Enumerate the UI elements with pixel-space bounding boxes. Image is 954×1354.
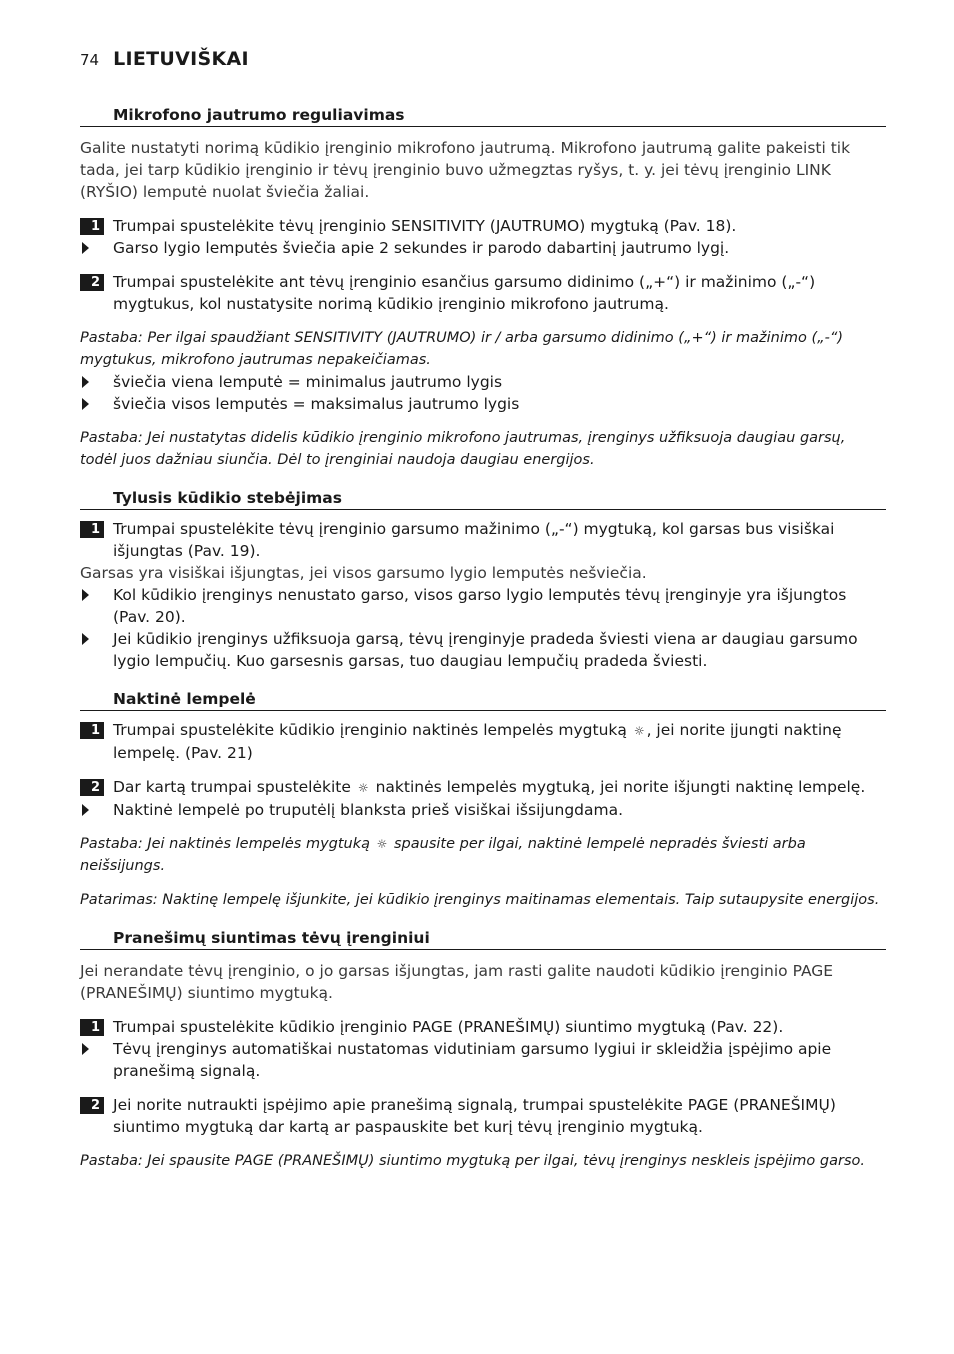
step-item [80,1016,886,1038]
bullet-item [80,237,886,259]
note-text: Pastaba: Jei nustatytas didelis kūdikio įrenginio mikrofono jautrumas, įrenginys užfiksuoja daugiau garsų, todėl juos dažniau siunčia. Dėl to įrenginiai naudoja daugiau energijos. [80,430,846,468]
bullet-item [80,371,886,393]
step-item [80,215,886,237]
step-item [80,271,886,315]
bullet-text: Jei kūdikio įrenginys užfiksuoja garsą, tėvų įrenginyje pradeda šviesti viena ar daugiau garsumo lygio lempučių. Kuo garsesnis garsas, tuo daugiau lempučių pradeda šviesti. [113,630,858,670]
plain-text: Garsas yra visiškai išjungtas, jei visos garsumo lygio lemputės nešviečia. [80,564,647,582]
step-number: 1 [80,1019,104,1036]
bullet-text: Naktinė lempelė po truputėlį blanksta prieš visiškai išsijungdama. [113,801,624,819]
bullet-item [80,799,886,821]
sun-icon: ☼ [357,781,369,795]
bullet-text: šviečia visos lemputės = maksimalus jautrumo lygis [113,395,520,413]
tip-text: Patarimas: Naktinę lempelę išjunkite, jei kūdikio įrenginys maitinamas elementais. Taip sutaupysite energijos. [80,892,880,908]
step-text: Trumpai spustelėkite ant tėvų įrenginio esančius garsumo didinimo („+“) ir mažinimo („-“) mygtukus, kol nustatysite norimą kūdikio įrenginio mikrofono jautrumą. [113,273,816,313]
section-title-night-light: Naktinė lempelė [80,688,886,711]
bullet-text: šviečia viena lemputė = minimalus jautrumo lygis [113,373,503,391]
step-text: Jei norite nutraukti įspėjimo apie pranešimą signalą, trumpai spustelėkite PAGE (PRANEŠIMŲ) siuntimo mygtuką dar kartą ar paspauskite bet kurį tėvų įrenginio mygtuką. [113,1096,836,1136]
step-item [80,518,886,562]
note-text: Pastaba: Per ilgai spaudžiant SENSITIVITY (JAUTRUMO) ir / arba garsumo didinimo („+“) ir mažinimo („-“) mygtukus, mikrofono jautrumas nepakeičiamas. [80,330,844,368]
section-title-paging: Pranešimų siuntimas tėvų įrenginiui [80,927,886,950]
bullet-text: Garso lygio lemputės šviečia apie 2 sekundes ir parodo dabartinį jautrumo lygį. [113,239,730,257]
section-intro: Galite nustatyti norimą kūdikio įrenginio mikrofono jautrumą. Mikrofono jautrumą galite pakeisti tik tada, jei tarp kūdikio įrenginio ir tėvų įrenginio buvo užmegztas ryšys, t. y. jei tėvų įrenginio LINK (RYŠIO) lemputė nuolat šviečia žaliai. [80,139,851,201]
bullet-text: Tėvų įrenginys automatiškai nustatomas vidutiniam garsumo lygiui ir skleidžia įspėjimo apie pranešimą signalą. [113,1040,832,1080]
note-text: Pastaba: Jei spausite PAGE (PRANEŠIMŲ) siuntimo mygtuką per ilgai, tėvų įrenginys neskleis įspėjimo garso. [80,1153,865,1169]
step-number: 2 [80,274,104,291]
step-text: Dar kartą trumpai spustelėkite [113,778,351,796]
step-item [80,719,886,764]
section-intro: Jei nerandate tėvų įrenginio, o jo garsas išjungtas, jam rasti galite naudoti kūdikio įrenginio PAGE (PRANEŠIMŲ) siuntimo mygtuką. [80,962,834,1002]
step-text: Trumpai spustelėkite tėvų įrenginio SENSITIVITY (JAUTRUMO) mygtuką (Pav. 18). [113,217,737,235]
page-header [80,48,886,74]
page-number: 74 [80,51,100,69]
sun-icon: ☼ [633,724,645,738]
bullet-item [80,393,886,415]
step-number: 2 [80,779,104,796]
step-text: Trumpai spustelėkite tėvų įrenginio garsumo mažinimo („-“) mygtuką, kol garsas bus visiškai išjungtas (Pav. 19). [113,520,835,560]
bullet-text: Kol kūdikio įrenginys nenustato garso, visos garso lygio lemputės tėvų įrenginyje yra išjungtos (Pav. 20). [113,586,847,626]
note-text-part: spausite per ilgai, naktinė lempelė nepradės šviesti arba neišsijungs. [80,836,806,874]
step-text: Trumpai spustelėkite kūdikio įrenginio naktinės lempelės mygtuką [113,721,627,739]
manual-page [80,48,886,1172]
bullet-item [80,628,886,672]
note-text-part: Pastaba: Jei naktinės lempelės mygtuką [80,836,371,852]
step-text: , jei norite įjungti naktinę lempelę. (Pav. 21) [113,721,842,762]
step-item [80,1094,886,1138]
note-text [80,833,886,877]
bullet-item [80,1038,886,1082]
bullet-item [80,584,886,628]
step-item [80,776,886,799]
step-number: 1 [80,218,104,235]
language-heading: LIETUVIŠKAI [113,48,249,70]
section-title-quiet-monitoring: Tylusis kūdikio stebėjimas [80,487,886,510]
sun-icon: ☼ [376,837,388,851]
step-number: 1 [80,521,104,538]
step-text: Trumpai spustelėkite kūdikio įrenginio PAGE (PRANEŠIMŲ) siuntimo mygtuką (Pav. 22). [113,1018,784,1036]
step-number: 2 [80,1097,104,1114]
step-number: 1 [80,722,104,739]
step-text: naktinės lempelės mygtuką, jei norite išjungti naktinę lempelę. [375,778,866,796]
section-title-microphone-sensitivity: Mikrofono jautrumo reguliavimas [80,104,886,127]
